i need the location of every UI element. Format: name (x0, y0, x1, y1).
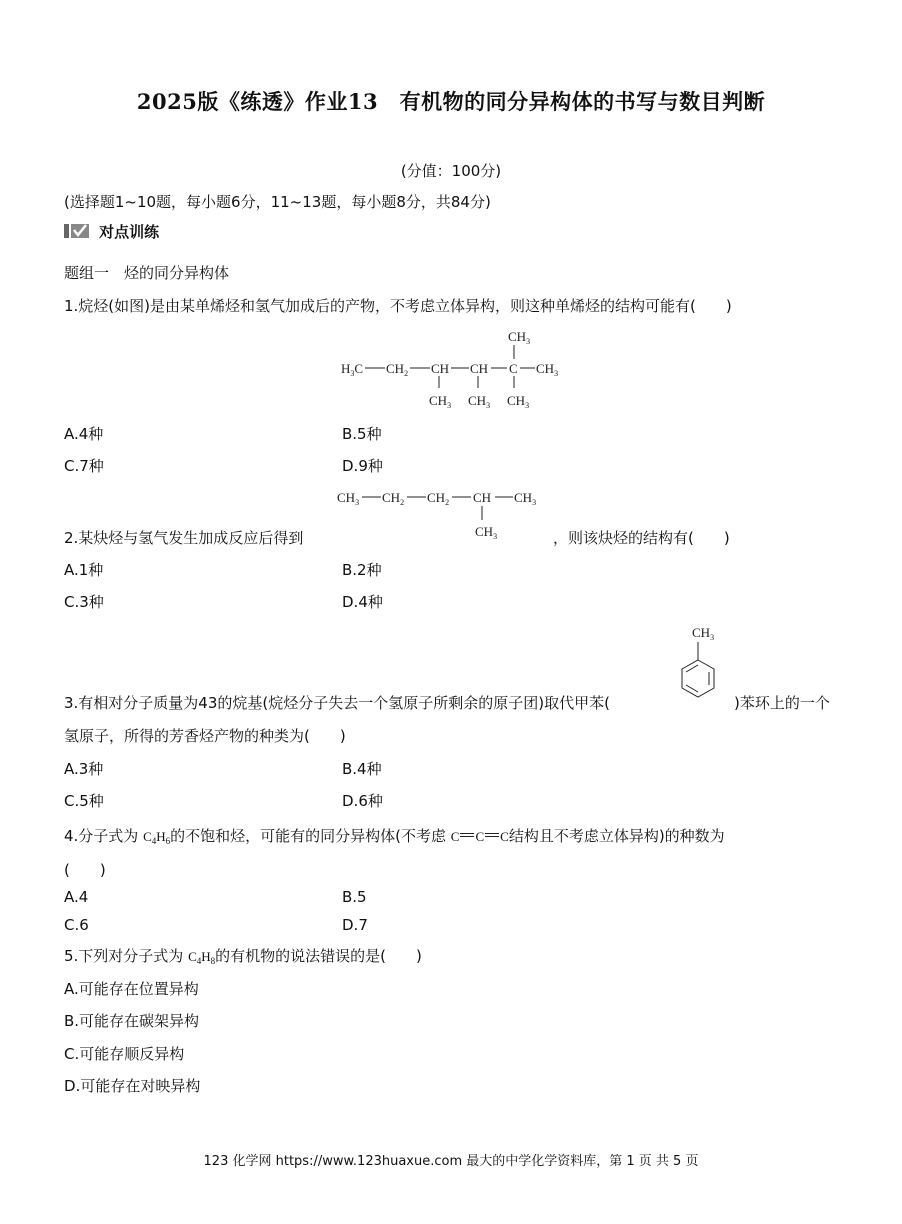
question-3-stem-post: )苯环上的一个 (734, 694, 830, 712)
q2-option-b: B.2种 (342, 561, 382, 579)
svg-text:H3C: $H_3C$ (341, 361, 364, 378)
q4-formula: $C_4H_6$ (143, 829, 171, 846)
q1-option-a: A.4种 (64, 425, 104, 443)
svg-text:CH3: $CH_3$ (475, 524, 498, 541)
section-header (64, 222, 160, 245)
q4-option-c: C.6 (64, 916, 89, 934)
q1-option-d: D.9种 (342, 457, 383, 475)
q5-option-a: A.可能存在位置异构 (64, 980, 199, 998)
page-title: 2025版《练透》作业13 有机物的同分异构体的书写与数目判断 (136, 89, 766, 114)
q5-option-c: C.可能存顺反异构 (64, 1045, 185, 1063)
allene-structure: C C C (450, 829, 509, 844)
svg-text:CH2: $CH_2$ (382, 490, 405, 507)
question-2-stem-pre: 2.某炔烃与氢气发生加成反应后得到 (64, 529, 304, 547)
svg-text:CH: CH (431, 361, 450, 376)
q4-stem-mid: 的不饱和烃，可能有的同分异构体(不考虑 (170, 827, 447, 845)
question-3-stem-pre: 3.有相对分子质量为43的烷基(烷烃分子失去一个氢原子所剩余的原子团)取代甲苯( (64, 694, 610, 712)
q3-option-d: D.6种 (342, 792, 383, 810)
svg-text:CH3: $CH_3$ (514, 490, 537, 507)
q1-option-c: C.7种 (64, 457, 104, 475)
group-heading: 题组一 烃的同分异构体 (64, 264, 230, 282)
q4-option-a: A.4 (64, 888, 89, 906)
question-4-stem-line2: ( ) (64, 861, 106, 879)
q1-option-b: B.5种 (342, 425, 382, 443)
q5-stem-pre: 5.下列对分子式为 (64, 947, 184, 965)
svg-text:CH3: $CH_3$ (337, 490, 360, 507)
svg-text:CH3: $CH_3$ (468, 393, 491, 410)
q5-option-d: D.可能存在对映异构 (64, 1077, 201, 1095)
question-2-stem-post: ，则该炔烃的结构有( ) (553, 529, 730, 547)
svg-text:C: C (509, 361, 518, 376)
svg-text:CH3: $CH_3$ (507, 393, 530, 410)
q4-option-d: D.7 (342, 916, 368, 934)
q3-option-a: A.3种 (64, 760, 104, 778)
q4-stem-post: 结构且不考虑立体异构)的种数为 (508, 827, 725, 845)
q2-option-c: C.3种 (64, 593, 104, 611)
svg-text:CH3: $CH_3$ (692, 625, 715, 642)
section-title: 对点训练 (99, 223, 160, 241)
q5-stem-post: 的有机物的说法错误的是( ) (215, 947, 422, 965)
alkane-formula (341, 329, 558, 410)
question-4-stem (64, 825, 725, 846)
page-footer: 123 化学网 https://www.123huaxue.com 最大的中学化学资料库，第 1 页 共 5 页 (203, 1154, 699, 1169)
svg-text:CH3: $CH_3$ (536, 361, 559, 378)
svg-text:CH3: $CH_3$ (508, 329, 531, 346)
check-icon (64, 222, 90, 240)
alkane-structure (335, 326, 575, 412)
svg-text:CH2: $CH_2$ (427, 490, 450, 507)
svg-text:CH: CH (473, 490, 492, 505)
question-3-stem-line2: 氢原子，所得的芳香烃产物的种类为( ) (64, 727, 346, 745)
q4-option-b: B.5 (342, 888, 367, 906)
methylhexane-structure (335, 484, 555, 544)
q4-stem-pre: 4.分子式为 (64, 827, 139, 845)
toluene-structure (674, 622, 734, 714)
instructions: (选择题1~10题，每小题6分，11~13题，每小题8分，共84分) (64, 193, 491, 211)
q3-option-c: C.5种 (64, 792, 104, 810)
question-5-stem (64, 945, 422, 966)
svg-text:CH2: $CH_2$ (386, 361, 409, 378)
svg-text:CH: CH (470, 361, 489, 376)
q2-option-a: A.1种 (64, 561, 104, 579)
q2-option-d: D.4种 (342, 593, 383, 611)
question-1-stem: 1.烷烃(如图)是由某单烯烃和氢气加成后的产物，不考虑立体异构，则这种单烯烃的结构可能有( ) (64, 297, 732, 315)
q3-option-b: B.4种 (342, 760, 382, 778)
q5-formula: $C_4H_8$ (188, 949, 216, 966)
svg-text:CH3: $CH_3$ (429, 393, 452, 410)
score-note: (分值：100分) (400, 162, 502, 180)
q5-option-b: B.可能存在碳架异构 (64, 1012, 200, 1030)
